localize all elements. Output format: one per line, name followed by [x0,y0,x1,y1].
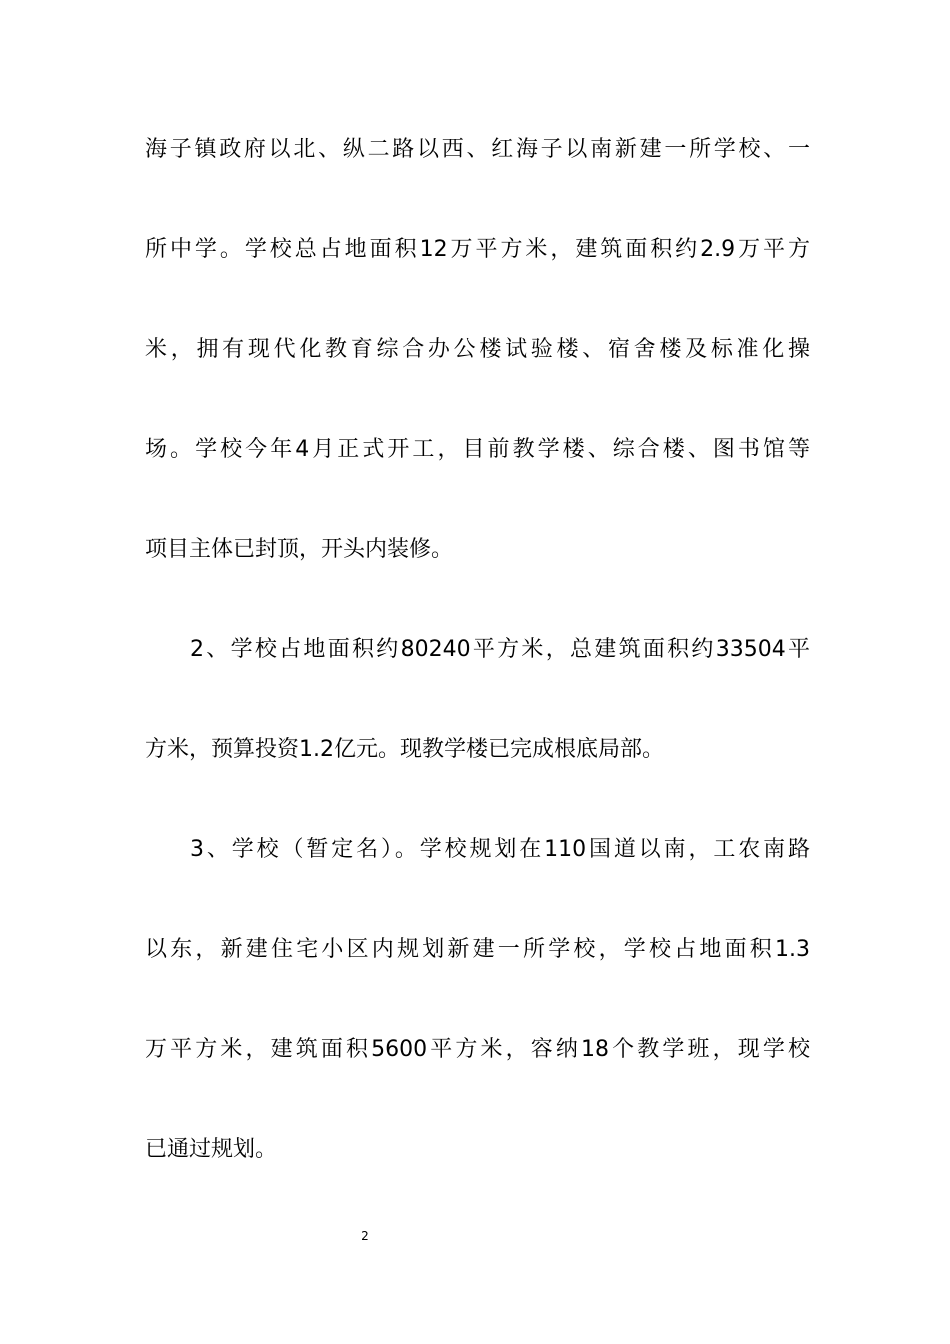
text-line: 2、学校占地面积约80240平方米，总建筑面积约33504平 [190,637,810,662]
text-line: 万平方米，建筑面积5600平方米，容纳18个教学班，现学校 [145,1037,810,1062]
text-line: 米，拥有现代化教育综合办公楼试验楼、宿舍楼及标准化操 [145,337,810,362]
text-line: 所中学。学校总占地面积12万平方米，建筑面积约2.9万平方 [145,237,810,262]
page-number: 2 [361,1229,369,1243]
text-line: 方米，预算投资1.2亿元。现教学楼已完成根底局部。 [145,737,664,762]
text-line: 已通过规划。 [145,1137,278,1162]
text-line: 场。学校今年4月正式开工，目前教学楼、综合楼、图书馆等 [145,437,810,462]
text-line: 海子镇政府以北、纵二路以西、红海子以南新建一所学校、一 [145,137,810,162]
text-line: 项目主体已封顶，开头内装修。 [145,537,454,562]
text-line: 3、学校（暂定名）。学校规划在110国道以南，工农南路 [190,837,810,862]
text-line: 以东，新建住宅小区内规划新建一所学校，学校占地面积1.3 [145,937,810,962]
